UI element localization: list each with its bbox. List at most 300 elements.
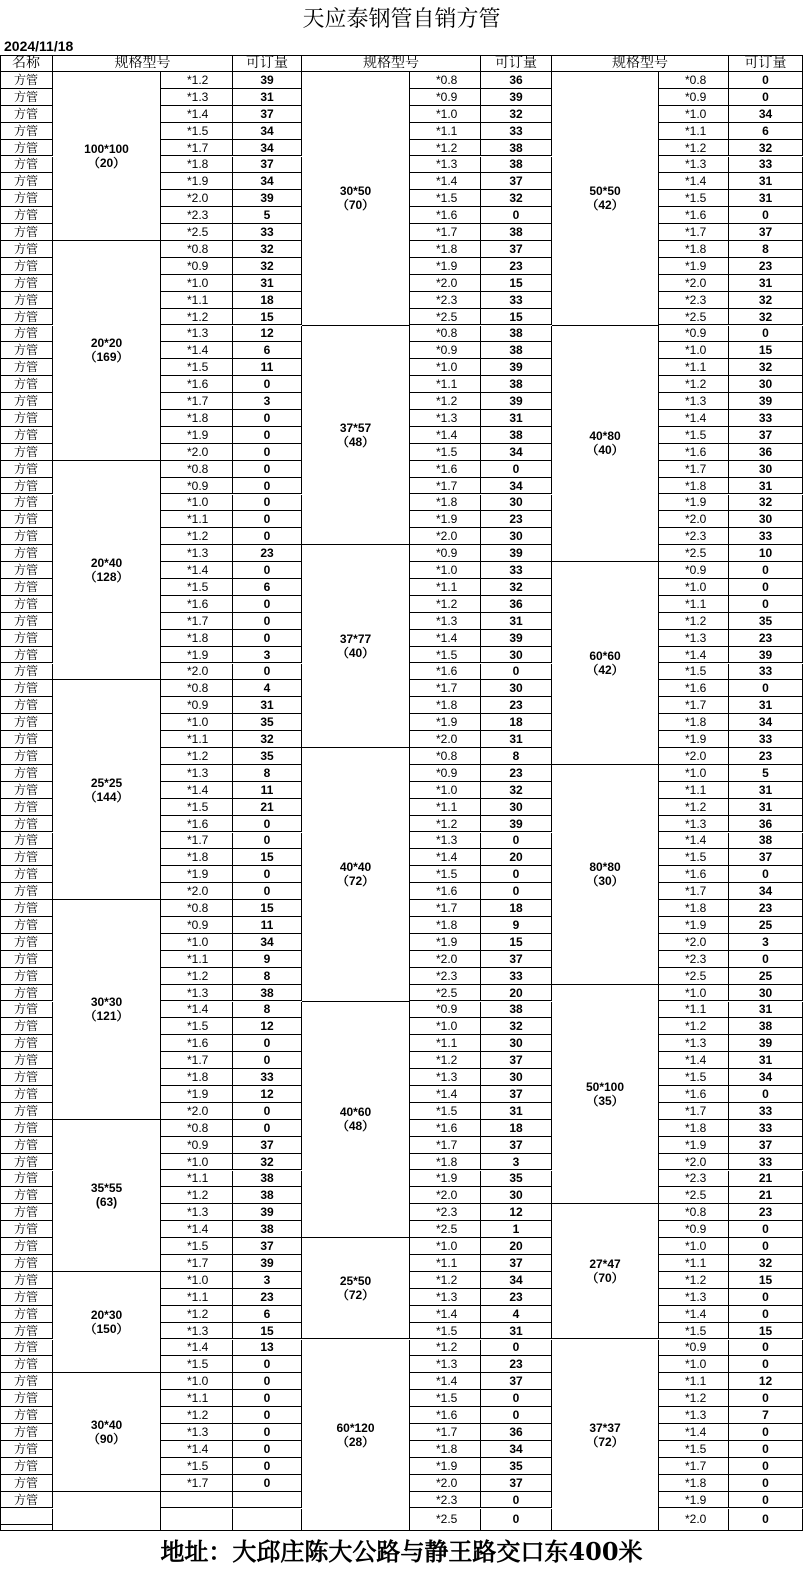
quantity-cell: 0 [233, 596, 302, 613]
thickness-cell: *1.4 [659, 647, 729, 664]
name-cell: 方管 [0, 89, 53, 106]
quantity-cell: 9 [481, 917, 552, 934]
name-cell-empty [0, 1509, 53, 1526]
thickness-cell: *2.0 [161, 664, 233, 681]
quantity-cell: 38 [481, 376, 552, 393]
thickness-cell: *1.0 [161, 495, 233, 512]
thickness-cell: *1.8 [410, 241, 481, 258]
thickness-cell: *1.6 [410, 664, 481, 681]
quantity-cell: 32 [729, 1255, 803, 1272]
spec-size: 37*57 [339, 420, 372, 435]
thickness-cell: *1.1 [410, 123, 481, 140]
quantity-cell: 30 [481, 1035, 552, 1052]
name-cell: 方管 [0, 849, 53, 866]
quantity-cell: 8 [233, 765, 302, 782]
thickness-cell [161, 1492, 233, 1509]
thickness-cell: *2.5 [659, 1187, 729, 1204]
name-cell: 方管 [0, 1069, 53, 1086]
quantity-cell: 11 [233, 359, 302, 376]
quantity-cell: 31 [481, 613, 552, 630]
name-cell: 方管 [0, 664, 53, 681]
thickness-cell: *1.1 [410, 376, 481, 393]
quantity-cell: 32 [233, 241, 302, 258]
quantity-cell: 31 [729, 782, 803, 799]
thickness-cell: *1.3 [410, 1069, 481, 1086]
quantity-cell: 38 [233, 1187, 302, 1204]
name-cell: 方管 [0, 1187, 53, 1204]
thickness-cell: *1.4 [161, 106, 233, 123]
thickness-cell: *0.8 [161, 241, 233, 258]
thickness-cell: *1.8 [161, 630, 233, 647]
quantity-cell: 0 [233, 883, 302, 900]
quantity-cell: 34 [481, 478, 552, 495]
quantity-cell: 0 [233, 1356, 302, 1373]
thickness-cell: *1.4 [410, 1373, 481, 1390]
quantity-cell: 0 [729, 1475, 803, 1492]
spec-count: （72） [336, 1288, 375, 1303]
quantity-cell: 37 [233, 1238, 302, 1255]
thickness-cell: *1.8 [410, 917, 481, 934]
quantity-cell: 15 [481, 309, 552, 326]
quantity-cell: 0 [481, 1390, 552, 1407]
thickness-cell: *1.5 [659, 849, 729, 866]
thickness-cell: *1.9 [410, 934, 481, 951]
thickness-cell: *1.0 [161, 1272, 233, 1289]
thickness-cell: *1.7 [410, 1424, 481, 1441]
thickness-cell: *1.3 [161, 89, 233, 106]
name-cell: 方管 [0, 714, 53, 731]
name-cell: 方管 [0, 917, 53, 934]
quantity-cell: 30 [729, 511, 803, 528]
thickness-cell: *1.6 [659, 866, 729, 883]
thickness-cell: *1.0 [659, 342, 729, 359]
quantity-cell: 23 [729, 900, 803, 917]
thickness-cell: *1.0 [410, 359, 481, 376]
quantity-cell: 35 [481, 1171, 552, 1188]
quantity-cell: 31 [481, 410, 552, 427]
thickness-cell: *1.6 [161, 1035, 233, 1052]
spec-count: （42） [586, 662, 624, 677]
name-cell: 方管 [0, 72, 53, 89]
thickness-cell: *2.0 [410, 1475, 481, 1492]
thickness-cell: *1.7 [161, 1475, 233, 1492]
quantity-cell: 0 [729, 951, 803, 968]
spec-size: 25*50 [339, 1274, 372, 1289]
name-cell: 方管 [0, 883, 53, 900]
quantity-cell: 0 [729, 579, 803, 596]
thickness-cell: *1.1 [161, 731, 233, 748]
quantity-cell: 0 [729, 1086, 803, 1103]
quantity-cell: 0 [233, 511, 302, 528]
thickness-cell: *2.5 [659, 545, 729, 562]
quantity-cell: 34 [233, 123, 302, 140]
name-cell: 方管 [0, 275, 53, 292]
thickness-cell: *0.9 [659, 326, 729, 343]
thickness-cell: *1.3 [659, 393, 729, 410]
quantity-cell: 37 [481, 951, 552, 968]
name-cell: 方管 [0, 613, 53, 630]
quantity-cell: 30 [481, 680, 552, 697]
quantity-cell: 0 [729, 1306, 803, 1323]
spec-count: （35） [586, 1093, 624, 1108]
header-spec-3: 规格型号 [552, 55, 729, 72]
thickness-cell: *1.0 [659, 579, 729, 596]
quantity-cell: 30 [729, 376, 803, 393]
thickness-cell: *2.0 [410, 1187, 481, 1204]
spec-size: 40*60 [339, 1105, 372, 1120]
spec-group [302, 545, 410, 748]
thickness-cell: *0.8 [659, 72, 729, 89]
name-cell: 方管 [0, 1441, 53, 1458]
spec-count: （40） [586, 443, 624, 458]
thickness-cell: *1.0 [410, 562, 481, 579]
thickness-cell: *1.6 [659, 207, 729, 224]
thickness-cell: *1.5 [659, 427, 729, 444]
thickness-cell: *1.2 [410, 596, 481, 613]
thickness-cell: *1.9 [659, 731, 729, 748]
thickness-cell: *1.4 [659, 173, 729, 190]
name-cell: 方管 [0, 1458, 53, 1475]
quantity-cell: 38 [481, 427, 552, 444]
thickness-cell: *1.1 [659, 596, 729, 613]
spec-size: 30*30 [90, 995, 123, 1010]
name-cell: 方管 [0, 866, 53, 883]
thickness-cell: *2.3 [659, 528, 729, 545]
quantity-cell: 0 [233, 562, 302, 579]
spec-count: （70） [336, 198, 375, 213]
quantity-cell: 25 [729, 917, 803, 934]
thickness-cell: *1.7 [161, 833, 233, 850]
quantity-cell: 0 [481, 207, 552, 224]
name-cell: 方管 [0, 1052, 53, 1069]
quantity-cell: 39 [481, 359, 552, 376]
quantity-cell: 38 [481, 157, 552, 174]
name-cell: 方管 [0, 1390, 53, 1407]
thickness-cell: *1.0 [161, 934, 233, 951]
quantity-cell: 0 [233, 528, 302, 545]
name-cell: 方管 [0, 511, 53, 528]
name-cell: 方管 [0, 157, 53, 174]
quantity-cell: 0 [729, 1238, 803, 1255]
name-cell: 方管 [0, 968, 53, 985]
quantity-cell: 36 [729, 816, 803, 833]
name-cell: 方管 [0, 951, 53, 968]
quantity-cell: 32 [233, 731, 302, 748]
quantity-cell: 32 [481, 782, 552, 799]
quantity-cell: 36 [481, 596, 552, 613]
thickness-cell: *2.3 [659, 292, 729, 309]
spec-group [53, 461, 161, 681]
thickness-cell: *2.0 [161, 444, 233, 461]
quantity-cell: 32 [729, 140, 803, 157]
quantity-cell: 33 [481, 562, 552, 579]
spec-size: 80*80 [589, 860, 621, 875]
thickness-cell: *2.0 [659, 1509, 729, 1532]
quantity-cell: 32 [481, 1018, 552, 1035]
quantity-cell: 0 [233, 427, 302, 444]
quantity-cell: 31 [481, 1103, 552, 1120]
thickness-cell: *1.2 [659, 1390, 729, 1407]
spec-group [53, 680, 161, 900]
quantity-cell: 34 [481, 1272, 552, 1289]
quantity-cell: 23 [481, 511, 552, 528]
spec-group [302, 1238, 410, 1339]
quantity-cell: 34 [729, 106, 803, 123]
quantity-cell: 0 [233, 630, 302, 647]
thickness-cell: *1.2 [410, 816, 481, 833]
quantity-cell: 23 [729, 258, 803, 275]
spec-group [552, 985, 659, 1205]
quantity-cell: 33 [481, 123, 552, 140]
quantity-cell: 23 [481, 765, 552, 782]
thickness-cell: *1.1 [410, 1035, 481, 1052]
name-cell: 方管 [0, 748, 53, 765]
quantity-cell: 0 [729, 1424, 803, 1441]
quantity-cell: 12 [233, 326, 302, 343]
quantity-cell: 23 [481, 1356, 552, 1373]
quantity-cell: 15 [729, 1272, 803, 1289]
quantity-cell: 38 [481, 1002, 552, 1019]
quantity-cell: 38 [481, 224, 552, 241]
thickness-cell: *2.0 [659, 1154, 729, 1171]
spec-group [552, 72, 659, 326]
spec-group [53, 1373, 161, 1491]
thickness-cell: *0.9 [659, 1221, 729, 1238]
spec-size: 50*100 [585, 1079, 625, 1094]
quantity-cell: 0 [729, 680, 803, 697]
thickness-cell: *0.9 [659, 1340, 729, 1357]
name-cell: 方管 [0, 123, 53, 140]
quantity-cell: 23 [233, 1289, 302, 1306]
name-cell: 方管 [0, 1356, 53, 1373]
thickness-cell: *1.1 [410, 579, 481, 596]
thickness-cell: *1.8 [410, 1441, 481, 1458]
thickness-cell: *0.9 [410, 89, 481, 106]
thickness-cell [161, 1509, 233, 1532]
thickness-cell: *1.4 [410, 173, 481, 190]
thickness-cell: *1.6 [659, 1086, 729, 1103]
thickness-cell: *1.9 [161, 427, 233, 444]
thickness-cell: *1.2 [161, 309, 233, 326]
spec-count: （40） [336, 646, 375, 661]
spec-count: （30） [586, 874, 624, 889]
name-cell: 方管 [0, 934, 53, 951]
quantity-cell: 32 [729, 359, 803, 376]
quantity-cell: 31 [481, 731, 552, 748]
spec-group [53, 1272, 161, 1373]
name-cell: 方管 [0, 427, 53, 444]
thickness-cell: *1.2 [410, 1340, 481, 1357]
spec-group [552, 765, 659, 985]
name-cell: 方管 [0, 292, 53, 309]
quantity-cell: 20 [481, 1238, 552, 1255]
name-cell: 方管 [0, 816, 53, 833]
quantity-cell: 12 [233, 1018, 302, 1035]
thickness-cell: *2.5 [161, 224, 233, 241]
thickness-cell: *1.6 [161, 596, 233, 613]
thickness-cell: *2.3 [410, 292, 481, 309]
quantity-cell: 34 [729, 714, 803, 731]
thickness-cell: *2.5 [410, 309, 481, 326]
thickness-cell: *1.8 [659, 900, 729, 917]
thickness-cell: *1.2 [161, 1306, 233, 1323]
thickness-cell: *1.2 [161, 748, 233, 765]
quantity-cell: 33 [729, 1154, 803, 1171]
spec-group [552, 326, 659, 563]
spec-count: （72） [336, 874, 375, 889]
quantity-cell: 0 [233, 833, 302, 850]
thickness-cell: *1.3 [161, 985, 233, 1002]
quantity-cell: 33 [233, 1069, 302, 1086]
name-cell: 方管 [0, 528, 53, 545]
name-cell: 方管 [0, 140, 53, 157]
spec-size: 25*25 [90, 775, 123, 790]
thickness-cell: *1.5 [659, 1441, 729, 1458]
name-cell: 方管 [0, 1221, 53, 1238]
quantity-cell: 0 [729, 207, 803, 224]
spec-size: 60*60 [589, 648, 621, 663]
quantity-cell: 39 [481, 393, 552, 410]
thickness-cell: *1.0 [161, 714, 233, 731]
quantity-cell: 12 [729, 1373, 803, 1390]
header-spec-2: 规格型号 [302, 55, 481, 72]
quantity-cell: 34 [481, 444, 552, 461]
name-cell: 方管 [0, 1323, 53, 1340]
name-cell: 方管 [0, 1035, 53, 1052]
name-cell: 方管 [0, 309, 53, 326]
thickness-cell: *0.8 [161, 680, 233, 697]
thickness-cell: *1.2 [659, 140, 729, 157]
quantity-cell: 7 [729, 1407, 803, 1424]
spec-group [53, 900, 161, 1120]
thickness-cell: *1.5 [161, 579, 233, 596]
quantity-cell: 33 [233, 224, 302, 241]
quantity-cell: 38 [233, 1171, 302, 1188]
thickness-cell: *1.3 [659, 157, 729, 174]
quantity-cell: 31 [729, 1002, 803, 1019]
quantity-cell: 0 [729, 1492, 803, 1509]
thickness-cell: *1.2 [659, 613, 729, 630]
thickness-cell: *1.6 [410, 461, 481, 478]
quantity-cell: 31 [729, 697, 803, 714]
quantity-cell: 0 [729, 596, 803, 613]
spec-group [552, 562, 659, 765]
thickness-cell: *2.0 [410, 528, 481, 545]
thickness-cell: *0.8 [659, 1204, 729, 1221]
header-qty-1: 可订量 [233, 55, 302, 72]
quantity-cell: 31 [233, 275, 302, 292]
name-cell: 方管 [0, 1018, 53, 1035]
thickness-cell: *0.8 [410, 72, 481, 89]
quantity-cell: 18 [481, 900, 552, 917]
thickness-cell: *1.0 [659, 106, 729, 123]
quantity-cell: 0 [233, 1475, 302, 1492]
thickness-cell: *0.9 [161, 478, 233, 495]
thickness-cell: *1.2 [659, 1018, 729, 1035]
quantity-cell: 32 [729, 309, 803, 326]
thickness-cell: *1.5 [659, 1323, 729, 1340]
quantity-cell: 32 [481, 579, 552, 596]
thickness-cell: *1.5 [659, 190, 729, 207]
quantity-cell: 8 [481, 748, 552, 765]
spec-count: （28） [336, 1434, 375, 1449]
quantity-cell: 18 [233, 292, 302, 309]
thickness-cell: *1.3 [659, 1289, 729, 1306]
quantity-cell: 32 [481, 106, 552, 123]
quantity-cell: 0 [233, 1052, 302, 1069]
quantity-cell: 30 [729, 461, 803, 478]
thickness-cell: *1.9 [659, 1492, 729, 1509]
report-date: 2024/11/18 [4, 38, 74, 54]
quantity-cell: 33 [481, 292, 552, 309]
quantity-cell: 0 [233, 1120, 302, 1137]
spec-count: （128） [84, 570, 129, 585]
thickness-cell: *1.1 [410, 799, 481, 816]
thickness-cell: *1.5 [161, 359, 233, 376]
thickness-cell: *1.8 [410, 697, 481, 714]
thickness-cell: *1.1 [161, 1289, 233, 1306]
name-cell: 方管 [0, 782, 53, 799]
quantity-cell: 35 [481, 1458, 552, 1475]
thickness-cell: *1.3 [659, 816, 729, 833]
thickness-cell: *1.9 [659, 495, 729, 512]
name-cell: 方管 [0, 833, 53, 850]
quantity-cell: 11 [233, 917, 302, 934]
quantity-cell: 0 [233, 1103, 302, 1120]
quantity-cell: 6 [729, 123, 803, 140]
thickness-cell: *1.4 [161, 562, 233, 579]
spec-group [53, 72, 161, 241]
thickness-cell: *1.5 [410, 647, 481, 664]
quantity-cell: 0 [481, 1407, 552, 1424]
thickness-cell: *1.1 [659, 1002, 729, 1019]
quantity-cell: 21 [729, 1171, 803, 1188]
quantity-cell [233, 1509, 302, 1532]
thickness-cell: *1.6 [410, 1407, 481, 1424]
thickness-cell: *1.8 [659, 478, 729, 495]
quantity-cell: 0 [481, 461, 552, 478]
quantity-cell: 37 [481, 1052, 552, 1069]
quantity-cell: 31 [233, 697, 302, 714]
quantity-cell: 37 [233, 1137, 302, 1154]
thickness-cell: *1.1 [659, 123, 729, 140]
thickness-cell: *1.1 [161, 1171, 233, 1188]
quantity-cell: 30 [729, 985, 803, 1002]
spec-group [302, 326, 410, 546]
thickness-cell: *1.6 [410, 1120, 481, 1137]
name-cell: 方管 [0, 1289, 53, 1306]
thickness-cell: *1.6 [659, 444, 729, 461]
thickness-cell: *1.5 [161, 1018, 233, 1035]
quantity-cell: 0 [233, 444, 302, 461]
name-cell: 方管 [0, 1407, 53, 1424]
quantity-cell: 15 [481, 934, 552, 951]
quantity-cell: 39 [481, 89, 552, 106]
thickness-cell: *1.4 [410, 1086, 481, 1103]
thickness-cell: *2.3 [161, 207, 233, 224]
quantity-cell: 33 [729, 157, 803, 174]
thickness-cell: *1.8 [161, 410, 233, 427]
quantity-cell: 0 [729, 1458, 803, 1475]
thickness-cell: *0.8 [161, 461, 233, 478]
thickness-cell: *1.2 [659, 376, 729, 393]
quantity-cell: 23 [233, 545, 302, 562]
spec-size: 27*47 [589, 1257, 621, 1272]
name-cell: 方管 [0, 376, 53, 393]
quantity-cell: 0 [729, 72, 803, 89]
spec-size: 20*30 [90, 1308, 123, 1323]
quantity-cell: 15 [729, 1323, 803, 1340]
